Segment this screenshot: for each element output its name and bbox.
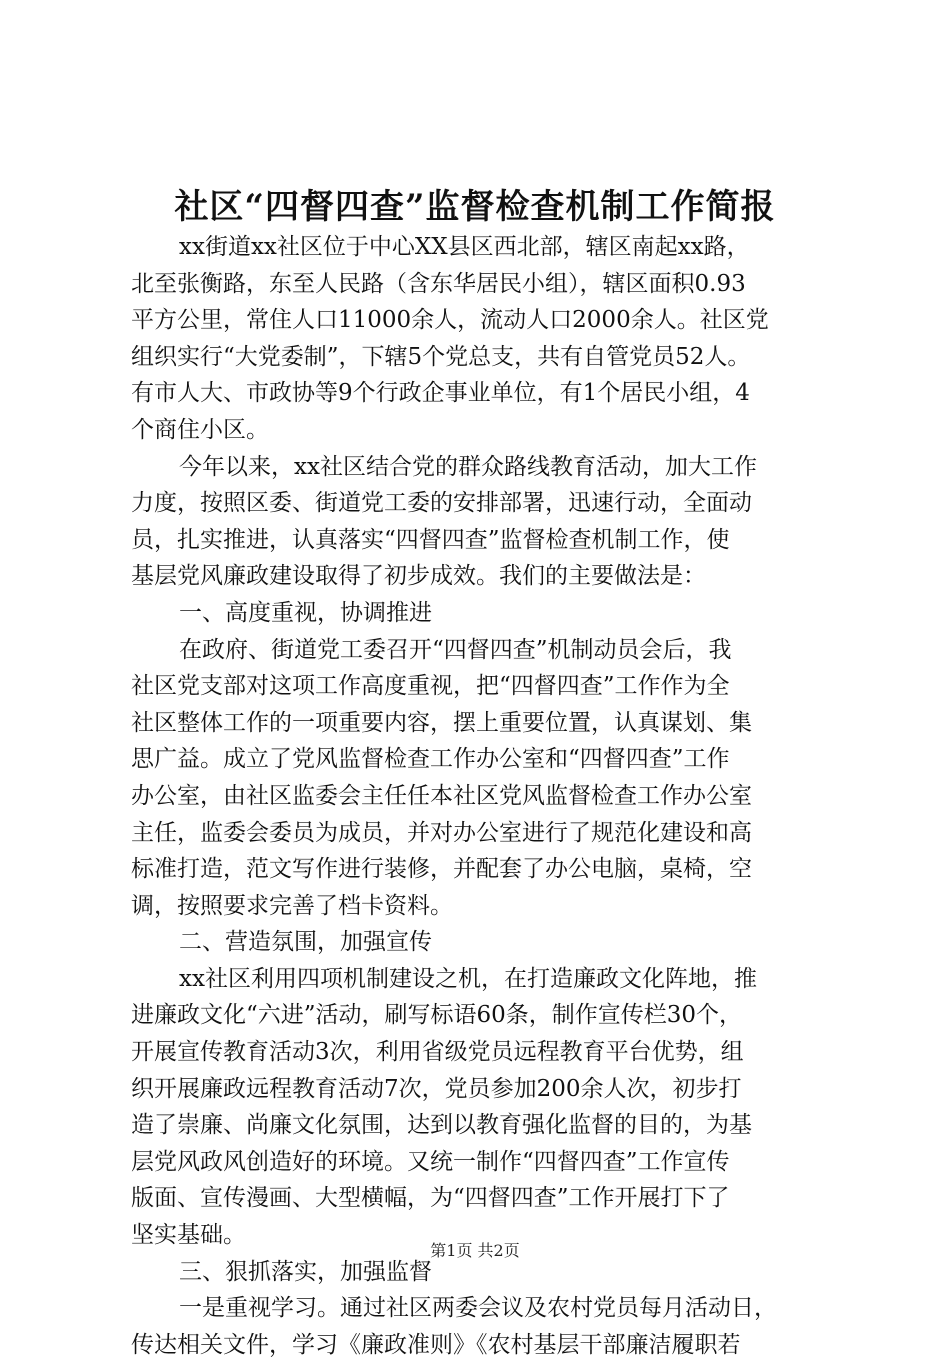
section-heading: 三、狠抓落实，加强监督: [179, 1258, 432, 1285]
section-heading: 一、高度重视，协调推进: [179, 599, 432, 626]
document-title: 社区“四督四查”监督检查机制工作简报: [174, 187, 776, 227]
paragraph-line: 版面、宣传漫画、大型横幅，为“四督四查”工作开展打下了: [131, 1185, 730, 1212]
paragraph-line: 力度，按照区委、街道党工委的安排部署，迅速行动，全面动: [131, 490, 752, 517]
paragraph-line: 标准打造，范文写作进行装修，并配套了办公电脑，桌椅，空: [131, 856, 752, 883]
paragraph-line: 思广益。成立了党风监督检查工作办公室和“四督四查”工作: [131, 746, 730, 773]
section-heading: 二、营造氛围，加强宣传: [179, 929, 432, 956]
paragraph-line: 基层党风廉政建设取得了初步成效。我们的主要做法是：: [131, 563, 706, 590]
paragraph-line: 组织实行“大党委制”，下辖5个党总支，共有自管党员52人。: [131, 343, 751, 370]
paragraph-line: 层党风政风创造好的环境。又统一制作“四督四查”工作宣传: [131, 1148, 730, 1175]
paragraph-line: 造了崇廉、尚廉文化氛围，达到以教育强化监督的目的，为基: [131, 1112, 752, 1139]
paragraph-line: 社区党支部对这项工作高度重视，把“四督四查”工作作为全: [131, 673, 730, 700]
paragraph-line: 社区整体工作的一项重要内容，摆上重要位置，认真谋划、集: [131, 709, 752, 736]
paragraph-line: 个商住小区。: [131, 416, 269, 443]
paragraph-line: 有市人大、市政协等9个行政企事业单位，有1个居民小组，4: [131, 380, 750, 407]
paragraph-line: xx街道xx社区位于中心XX县区西北部，辖区南起xx路，: [179, 234, 750, 260]
paragraph-line: 调，按照要求完善了档卡资料。: [131, 892, 453, 919]
paragraph-line: 今年以来，xx社区结合党的群众路线教育活动，加大工作: [179, 453, 757, 480]
paragraph-line: 坚实基础。: [131, 1222, 246, 1249]
paragraph-line: 平方公里，常住人口11000余人，流动人口2000余人。社区党: [131, 307, 769, 334]
document-body: [131, 229, 831, 1363]
paragraph-line: 在政府、街道党工委召开“四督四查”机制动员会后，我: [179, 636, 732, 663]
paragraph-line: 开展宣传教育活动3次，利用省级党员远程教育平台优势，组: [131, 1039, 744, 1066]
paragraph-line: 员，扎实推进，认真落实“四督四查”监督检查机制工作，使: [131, 526, 730, 553]
paragraph-line: 传达相关文件，学习《廉政准则》《农村基层干部廉洁履职若: [131, 1331, 741, 1358]
paragraph-line: 进廉政文化“六进”活动，刷写标语60条，制作宣传栏30个，: [131, 1002, 743, 1029]
paragraph-line: 北至张衡路，东至人民路（含东华居民小组），辖区面积0.93: [131, 270, 746, 297]
paragraph-line: 主任，监委会委员为成员，并对办公室进行了规范化建设和高: [131, 819, 752, 846]
paragraph-line: 办公室，由社区监委会主任任本社区党风监督检查工作办公室: [131, 782, 752, 809]
paragraph-line: xx社区利用四项机制建设之机，在打造廉政文化阵地，推: [179, 965, 757, 992]
paragraph-line: 一是重视学习。通过社区两委会议及农村党员每月活动日，: [179, 1295, 777, 1322]
paragraph-line: 织开展廉政远程教育活动7次，党员参加200余人次，初步打: [131, 1075, 742, 1102]
page-footer: 第1页 共2页: [430, 1241, 520, 1260]
